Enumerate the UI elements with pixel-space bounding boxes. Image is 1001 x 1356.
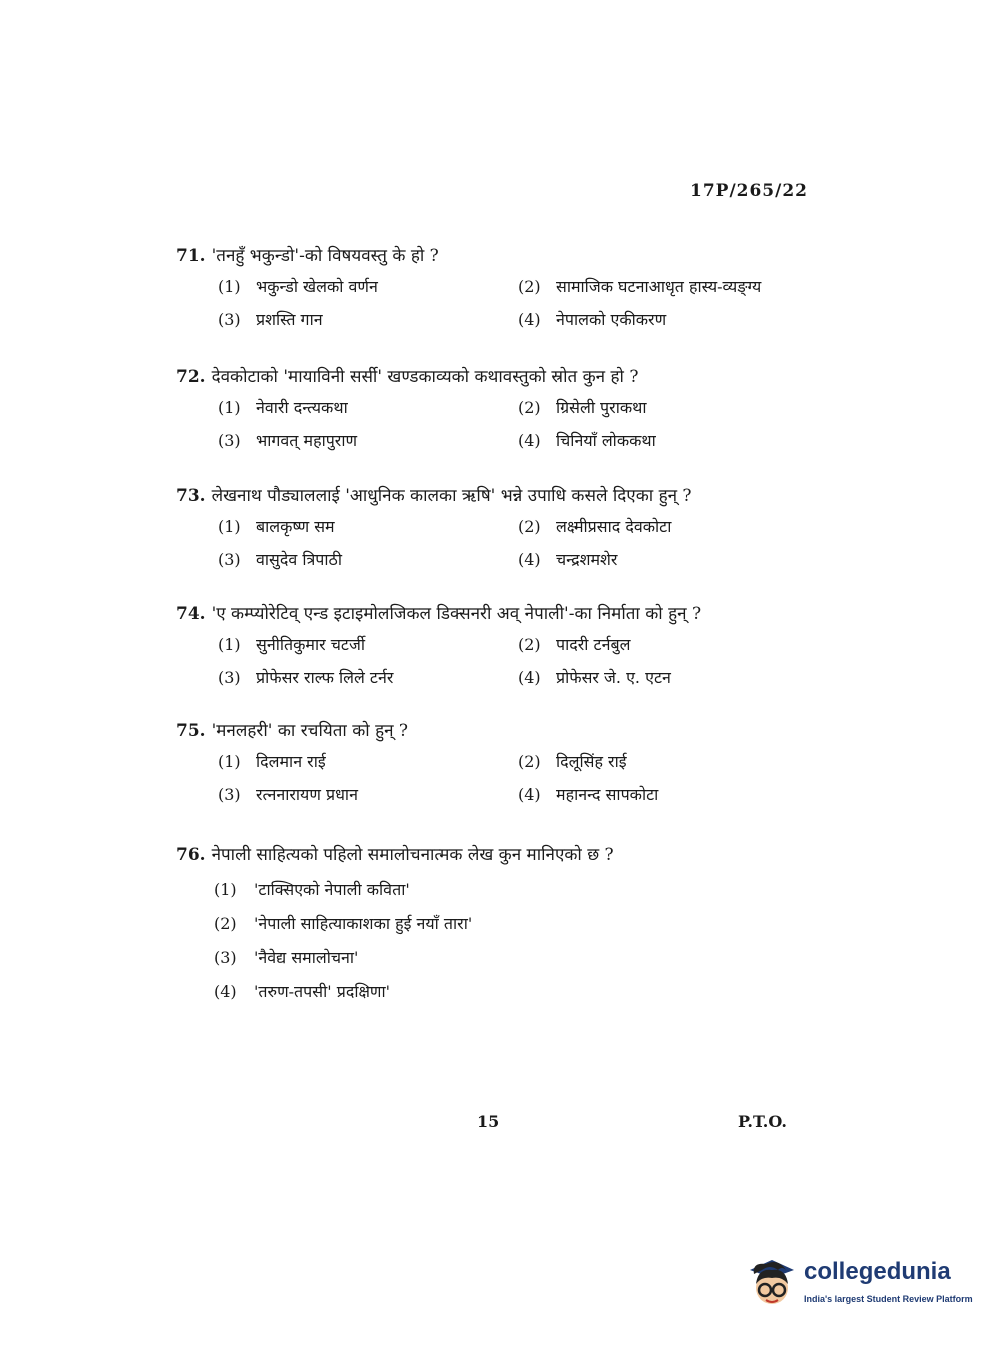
option: (2) सामाजिक घटनाआधृत हास्य-व्यङ्ग्य [518, 277, 762, 296]
option: (2) पादरी टर्नबुल [518, 635, 631, 654]
pto-label: P.T.O. [738, 1112, 787, 1131]
question-73 [176, 484, 816, 574]
option: (3) प्रशस्ति गान [218, 310, 323, 329]
option: (2) दिलूसिंह राई [518, 752, 627, 771]
option: (2) 'नेपाली साहित्याकाशका हुई नयाँ तारा' [214, 914, 473, 933]
option: (3) वासुदेव त्रिपाठी [218, 550, 342, 569]
option: (4) चिनियाँ लोककथा [518, 431, 656, 450]
question-number: 71. [176, 246, 206, 266]
option: (3) 'नैवेद्य समालोचना' [214, 948, 359, 967]
question-text: देवकोटाको 'मायाविनी सर्सी' खण्डकाव्यको कथावस्तुको स्रोत कुन हो ? [211, 367, 639, 387]
option: (3) भागवत् महापुराण [218, 431, 358, 450]
question-number: 72. [176, 367, 206, 387]
paper-code: 17P/265/22 [690, 181, 809, 201]
logo-name: collegedunia [804, 1258, 951, 1285]
page-number: 15 [477, 1112, 500, 1131]
logo-tagline: India's largest Student Review Platform [804, 1294, 973, 1304]
question-74 [176, 602, 816, 692]
option: (1) बालकृष्ण सम [218, 517, 335, 536]
collegedunia-watermark [742, 1256, 972, 1312]
option: (1) भकुन्डो खेलको वर्णन [218, 277, 378, 296]
option: (2) ग्रिसेली पुराकथा [518, 398, 647, 417]
mascot-icon [742, 1256, 800, 1312]
question-number: 76. [176, 845, 206, 865]
question-76 [176, 843, 816, 1009]
question-text: 'मनलहरी' का रचयिता को हुन् ? [211, 721, 409, 741]
question-number: 75. [176, 721, 206, 741]
question-number: 73. [176, 486, 206, 506]
question-75 [176, 719, 816, 809]
option: (1) दिलमान राई [218, 752, 326, 771]
option: (1) सुनीतिकुमार चटर्जी [218, 635, 365, 654]
option: (4) महानन्द सापकोटा [518, 785, 659, 804]
option: (3) प्रोफेसर राल्फ लिले टर्नर [218, 668, 394, 687]
option: (3) रत्ननारायण प्रधान [218, 785, 358, 804]
question-text: 'ए कम्प्योरेटिव् एन्ड इटाइमोलजिकल डिक्सनरी अव् नेपाली'-का निर्माता को हुन् ? [211, 604, 702, 624]
option: (4) चन्द्रशमशेर [518, 550, 618, 569]
option: (1) नेवारी दन्त्यकथा [218, 398, 348, 417]
question-71 [176, 244, 816, 334]
question-number: 74. [176, 604, 206, 624]
option: (4) नेपालको एकीकरण [518, 310, 667, 329]
question-72 [176, 365, 816, 455]
option: (2) लक्ष्मीप्रसाद देवकोटा [518, 517, 672, 536]
question-text: नेपाली साहित्यको पहिलो समालोचनात्मक लेख कुन मानिएको छ ? [211, 845, 614, 865]
question-text: 'तनहुँ भकुन्डो'-को विषयवस्तु के हो ? [211, 246, 439, 266]
question-text: लेखनाथ पौड्याललाई 'आधुनिक कालका ऋषि' भन्ने उपाधि कसले दिएका हुन् ? [211, 486, 692, 506]
option: (4) 'तरुण-तपसी' प्रदक्षिणा' [214, 982, 391, 1001]
option: (4) प्रोफेसर जे. ए. एटन [518, 668, 671, 687]
option: (1) 'टाक्सिएको नेपाली कविता' [214, 880, 410, 899]
